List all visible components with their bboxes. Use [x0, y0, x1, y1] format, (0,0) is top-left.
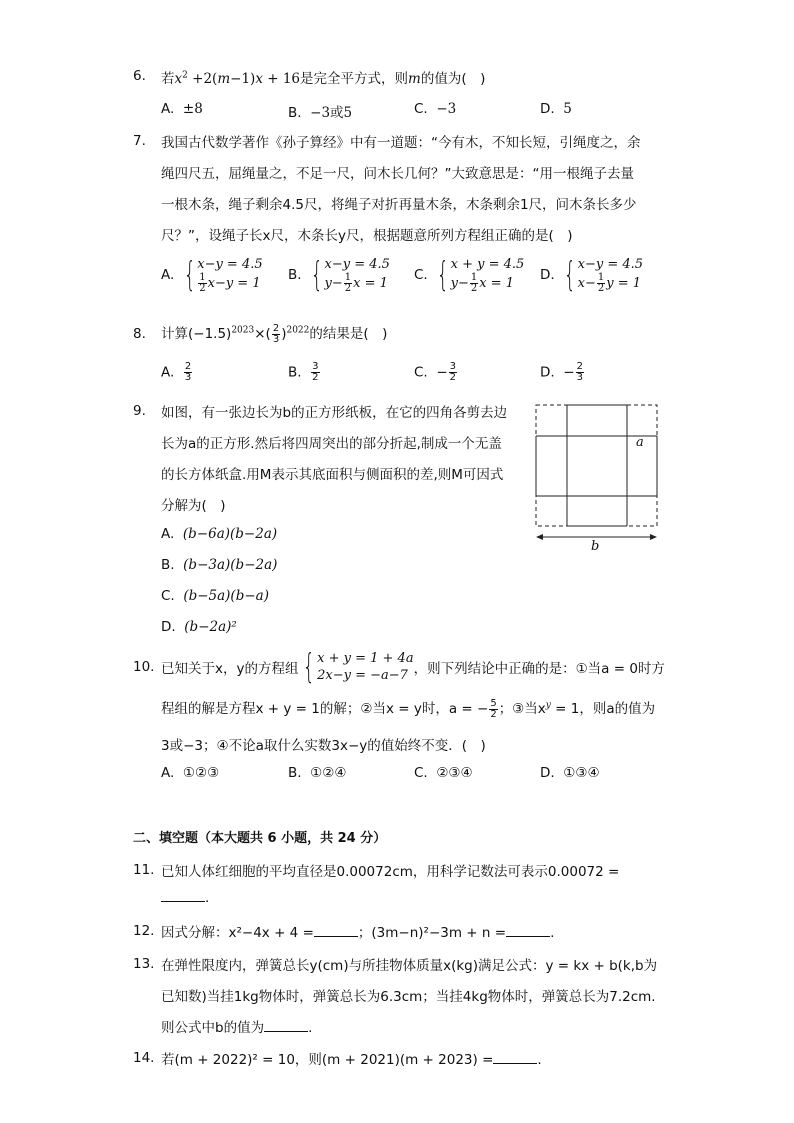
q7-line-2: 绳四尺五，屈绳量之，不足一尺，问木长几何？”大致意思是：“用一根绳子去量	[161, 166, 634, 182]
q12-blank-1[interactable]	[314, 924, 358, 937]
q13-blank[interactable]	[264, 1019, 308, 1032]
q6-option-c[interactable]: C. −3	[414, 101, 457, 117]
q12-number: 12.	[133, 923, 155, 939]
label-a: a	[636, 435, 644, 450]
q8-stem: 计算$(-1.5)^{2023}\times$( $\frac{2}{3}$ )$^{2022}$的结果是( )	[161, 322, 388, 345]
q11-answer-line: .	[161, 889, 209, 906]
q11-line-1: 已知人体红细胞的平均直径是0.00072cm，用科学记数法可表示0.00072 =	[161, 864, 620, 880]
q9-option-a[interactable]: A. (b−6a)(b−2a)	[161, 526, 278, 542]
q14-text: 若(m + 2022)² = 10，则(m + 2021)(m + 2023) = .	[161, 1052, 542, 1068]
q10-number: 10.	[133, 659, 155, 675]
q7-option-d[interactable]: D. { x−y = 4.5 x− $\frac{1}{2}$ y = 1	[540, 255, 644, 295]
q10-option-c[interactable]: C. ②③④	[414, 765, 473, 781]
q12-blank-2[interactable]	[506, 924, 550, 937]
q8-option-c[interactable]: C. − $\frac{3}{2}$	[414, 361, 456, 383]
q9-square-figure	[530, 400, 665, 552]
section-2-title: 二、填空题（本大题共 6 小题，共 24 分）	[133, 831, 387, 846]
q8-option-d[interactable]: D. − $\frac{2}{3}$	[540, 361, 583, 383]
q11-number: 11.	[133, 862, 155, 878]
q7-line-4: 尺？”，设绳子长x尺，木条长y尺，根据题意所列方程组正确的是( )	[161, 228, 573, 244]
label-b: b	[591, 539, 600, 552]
q9-line-1: 如图，有一张边长为b的正方形纸板，在它的四角各剪去边	[161, 405, 508, 421]
q10-line-3: 3或−3；④不论a取什么实数3x−y的值始终不变．( )	[161, 738, 486, 754]
q6-number: 6.	[133, 68, 146, 84]
q7-option-a[interactable]: A. { x−y = 4.5 $\frac{1}{2}$ x−y = 1	[161, 255, 263, 295]
q10-option-a[interactable]: A. ①②③	[161, 765, 220, 781]
q9-option-d[interactable]: D. (b−2a)²	[161, 619, 237, 635]
q7-option-c[interactable]: C. { x + y = 4.5 y− $\frac{1}{2}$ x = 1	[414, 255, 525, 295]
q6-stem: 若$x^2 +2(m-1)x + 16$是完全平方式，则m的值为( )	[161, 70, 486, 87]
q9-number: 9.	[133, 403, 146, 419]
q10-line-2: 程组的解是方程x + y = 1的解；②当x = y时，a = − $\frac{5}{2}$ ；③当$x^y = 1$，则a的值为	[161, 697, 656, 720]
q10-option-d[interactable]: D. ①③④	[540, 765, 600, 781]
q9-line-3: 的长方体纸盒.用M表示其底面积与侧面积的差,则M可因式	[161, 467, 504, 483]
q6-option-a[interactable]: A. ±8	[161, 101, 203, 117]
q7-line-1: 我国古代数学著作《孙子算经》中有一道题：“今有木，不知长短，引绳度之，余	[161, 135, 641, 151]
q12-text: 因式分解：x²−4x + 4 = ；(3m−n)²−3m + n = .	[161, 925, 555, 941]
outer-square-dashed	[536, 405, 657, 526]
q13-line-2: 已知数)当挂1kg物体时，弹簧总长为6.3cm；当挂4kg物体时，弹簧总长为7.2cm.	[161, 989, 656, 1005]
q8-option-b[interactable]: B. $\frac{3}{2}$	[288, 361, 319, 383]
q14-blank[interactable]	[493, 1051, 537, 1064]
q13-number: 13.	[133, 956, 155, 972]
q11-blank[interactable]	[161, 889, 205, 902]
q8-option-a[interactable]: A. $\frac{2}{3}$	[161, 361, 192, 383]
q7-line-3: 一根木条，绳子剩余4.5尺，将绳子对折再量木条，木条剩余1尺，问木条长多少	[161, 197, 637, 213]
q10-option-b[interactable]: B. ①②④	[288, 765, 347, 781]
q14-number: 14.	[133, 1050, 155, 1066]
q13-line-3: 则公式中b的值为 .	[161, 1020, 313, 1036]
q9-option-b[interactable]: B. (b−3a)(b−2a)	[161, 557, 278, 573]
q10-line-1: 已知关于x，y的方程组 { x + y = 1 + 4a 2x−y = −a−7 ，则下列结论中正确的是：①当a = 0时方	[161, 647, 665, 687]
q9-option-c[interactable]: C. (b−5a)(b−a)	[161, 588, 269, 604]
q7-number: 7.	[133, 133, 146, 149]
q9-line-4: 分解为( )	[161, 498, 226, 514]
q13-line-1: 在弹性限度内，弹簧总长y(cm)与所挂物体质量x(kg)满足公式：y = kx + b(k,b为	[161, 958, 658, 974]
q7-option-b[interactable]: B. { x−y = 4.5 y− $\frac{1}{2}$ x = 1	[288, 255, 390, 295]
q6-option-d[interactable]: D. 5	[540, 101, 572, 117]
q6-option-b[interactable]: B. −3或5	[288, 105, 353, 121]
q9-line-2: 长为a的正方形.然后将四周突出的部分折起,制成一个无盖	[161, 436, 502, 452]
q8-number: 8.	[133, 326, 146, 342]
